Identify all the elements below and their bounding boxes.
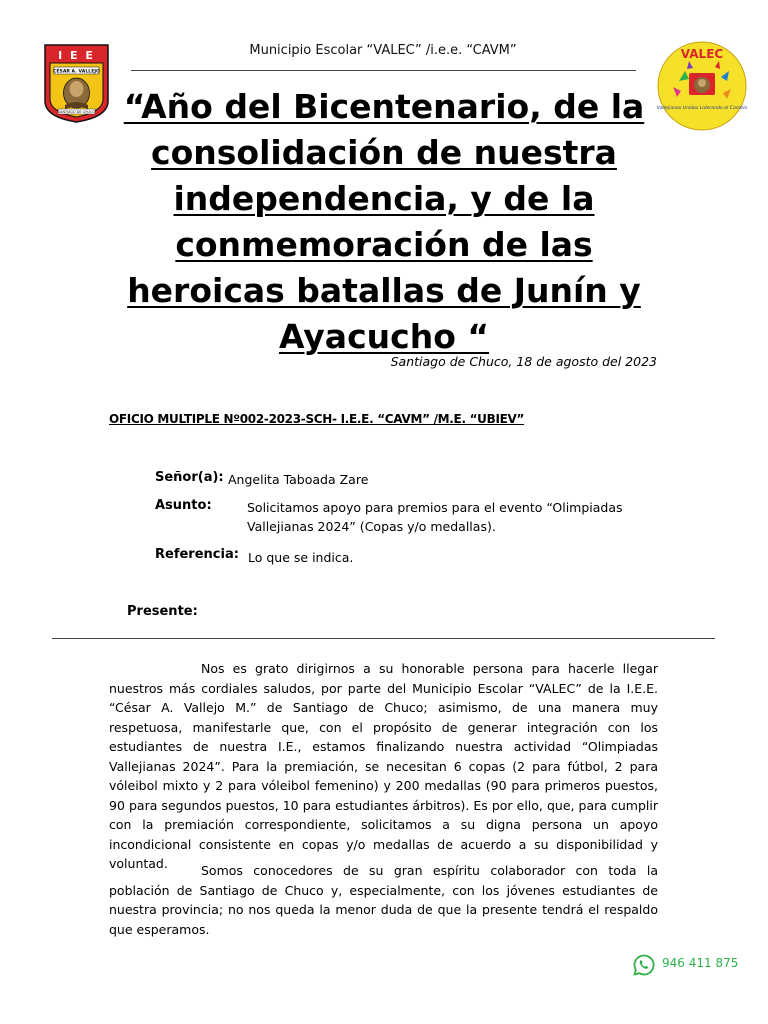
recipient-name: Angelita Taboada Zare xyxy=(228,472,369,487)
valec-logo-brand: VALEC xyxy=(680,47,724,61)
header-text: Municipio Escolar “VALEC” /i.e.e. “CAVM” xyxy=(249,43,517,58)
valec-logo-motto: Vallejianos Unidos Liderando el Cambio xyxy=(657,106,747,111)
whatsapp-icon xyxy=(632,953,656,977)
valec-logo xyxy=(657,41,747,131)
oficio-reference: OFICIO MULTIPLE Nº002-2023-SCH- I.E.E. “CAVM” /M.E. “UBIEV” xyxy=(109,412,525,426)
shield-bottom-text: SANTIAGO DE CHUCO xyxy=(57,110,96,114)
subject-text: Solicitamos apoyo para premios para el evento “Olimpiadas Vallejianas 2024” (Copas y/o medallas). xyxy=(247,500,623,534)
subject-label: Asunto: xyxy=(155,498,212,513)
shield-top-text: I E E xyxy=(58,49,95,62)
contact-phone: 946 411 875 xyxy=(662,956,739,970)
recipient-label: Señor(a): xyxy=(155,470,224,485)
reference-text: Lo que se indica. xyxy=(248,550,354,565)
document-title: “Año del Bicentenario, de la consolidación de nuestra independencia, y de la conmemoración de las heroicas batallas de Junín y Ayacucho “ xyxy=(123,87,645,356)
body-paragraph-2: Somos conocedores de su gran espíritu colaborador con toda la población de Santiago de Chuco y, especialmente, con los jóvenes estudiantes de nuestra provincia; no nos queda la menor duda de que la presente tendrá el respaldo que esperamos. xyxy=(109,863,658,937)
salutation: Presente: xyxy=(127,604,198,619)
document-date: Santiago de Chuco, 18 de agosto del 2023 xyxy=(390,354,657,369)
body-divider xyxy=(52,638,715,639)
reference-label: Referencia: xyxy=(155,547,239,562)
header-divider xyxy=(131,70,636,71)
body-paragraph-1: Nos es grato dirigirnos a su honorable persona para hacerle llegar nuestros más cordiales saludos, por parte del Municipio Escolar “VALEC” de la I.E.E. “César A. Vallejo M.” de Santiago de Chuco; asimismo, de una manera muy respetuosa, manifestarle que, con el propósito de generar integración con los estudiantes de nuestra I.E., estamos finalizando nuestra actividad “Olimpiadas Vallejianas 2024”. Para la premiación, se necesitan 6 copas (2 para fútbol, 2 para vóleibol mixto y 2 para vóleibol femenino) y 200 medallas (90 para primeros puestos, 90 para segundos puestos, 10 para estudiantes árbitros). Es por ello, que, para cumplir con la premiación correspondiente, solicitamos a su digna persona un apoyo incondicional consistente en copas y/o medallas de acuerdo a su disponibilidad y voluntad. xyxy=(109,661,658,871)
shield-name-text: CÉSAR A. VALLEJO xyxy=(53,69,100,75)
